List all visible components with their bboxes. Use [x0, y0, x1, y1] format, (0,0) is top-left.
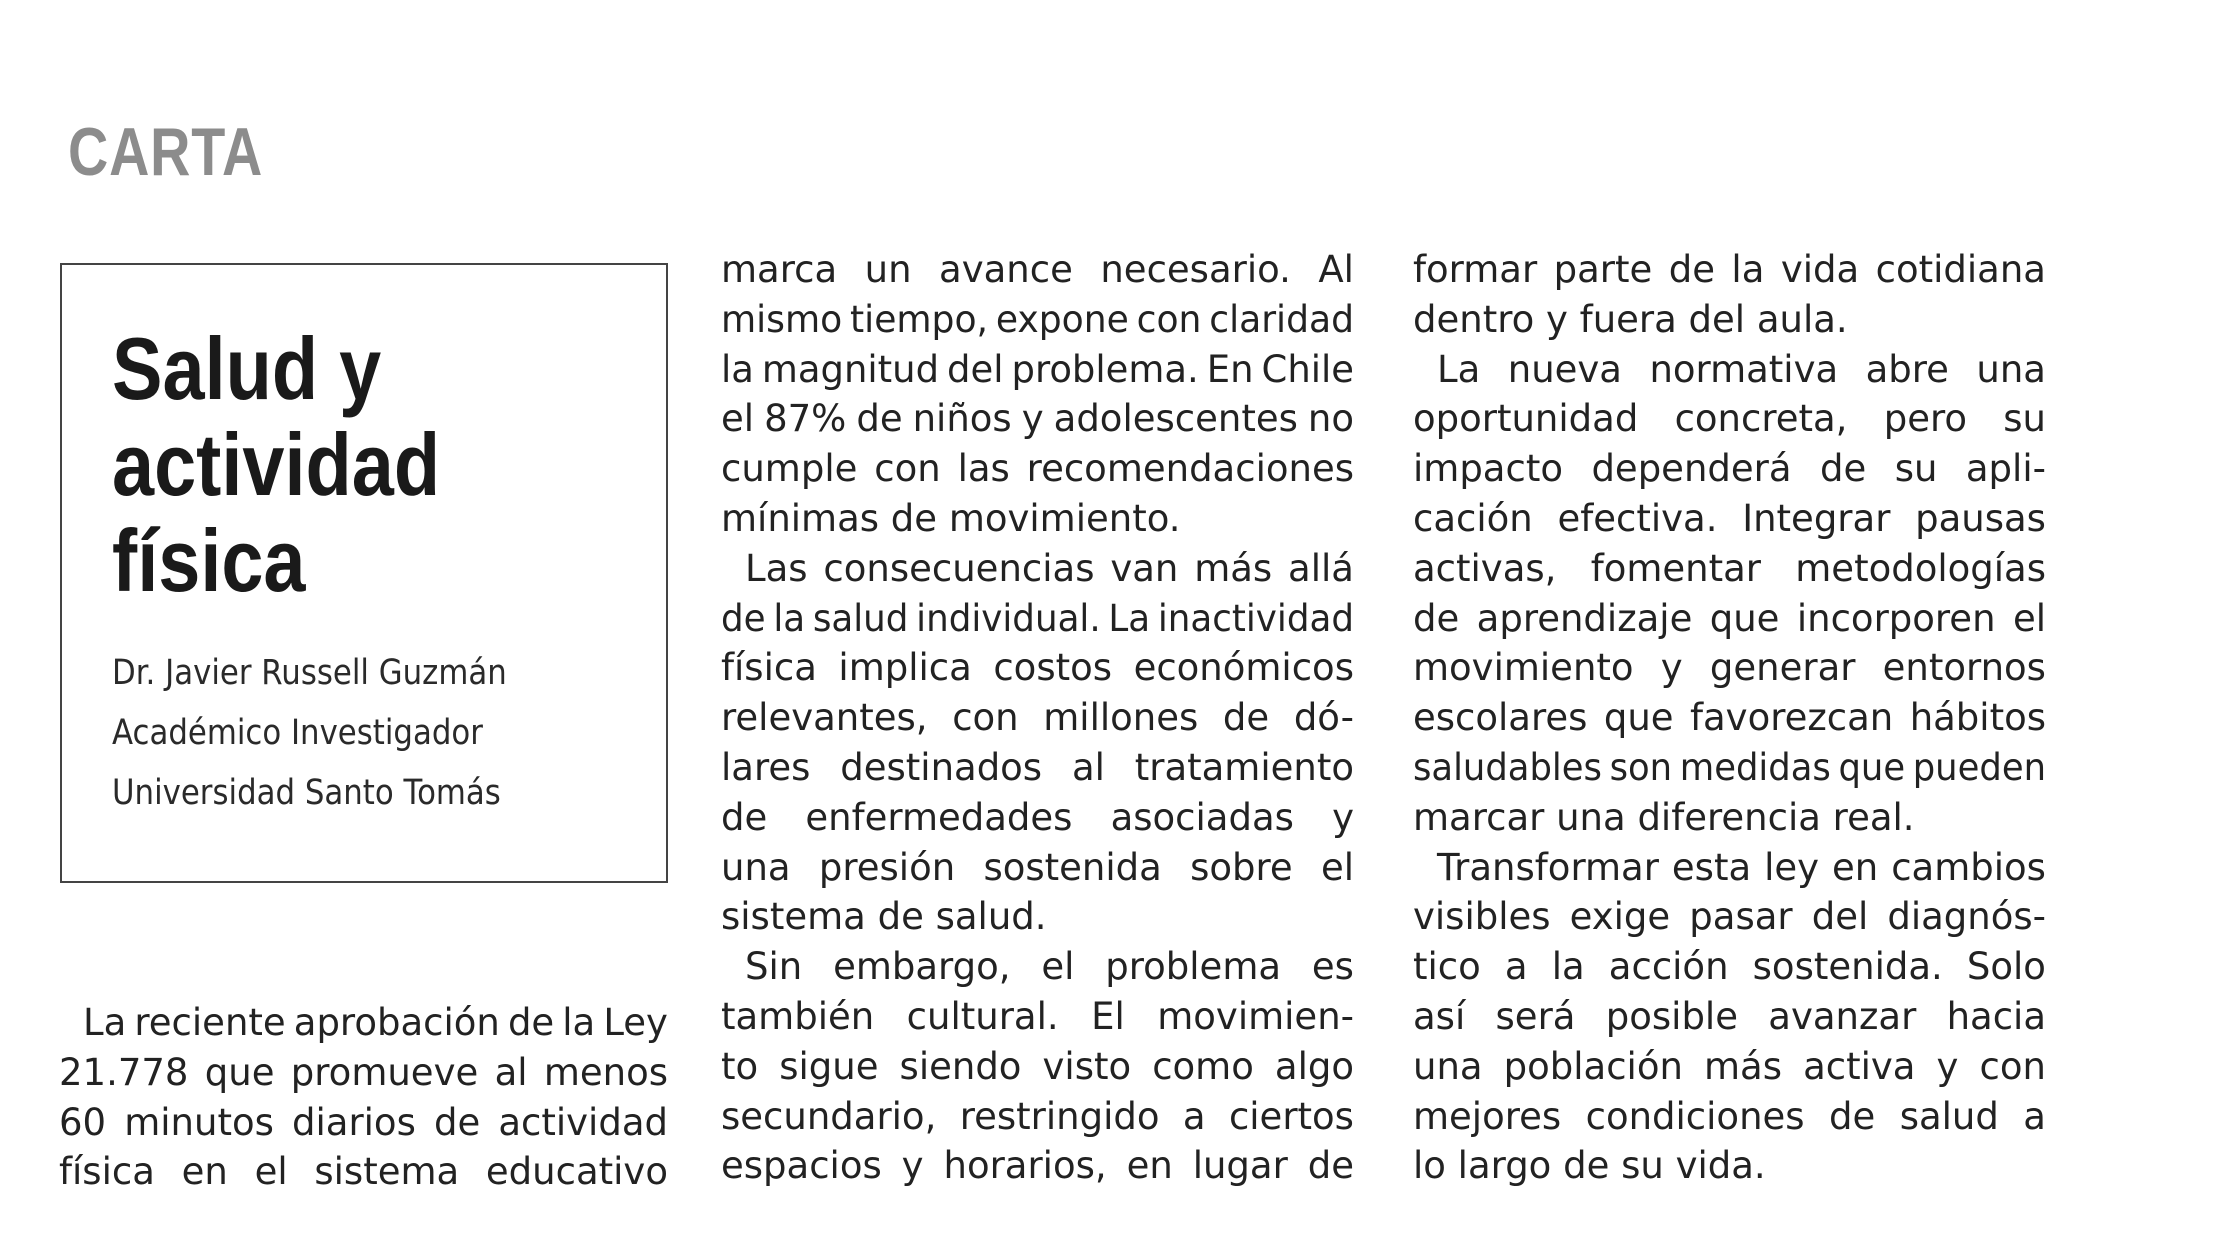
- text-line: así será posible avanzar hacia: [1413, 994, 2046, 1038]
- text-line: Transformar esta ley en cambios: [1437, 845, 2046, 889]
- text-line: saludables son medidas que pueden: [1413, 745, 2046, 789]
- text-line: una presión sostenida sobre el: [721, 845, 1354, 889]
- headline-line: Salud y: [112, 319, 382, 418]
- text-line: el 87% de niños y adolescentes no: [721, 397, 1354, 441]
- text-line: to sigue siendo visto como algo: [721, 1044, 1354, 1088]
- article-column-1: [59, 998, 668, 1197]
- headline-line: física: [112, 511, 306, 610]
- text-line: Sin embargo, el problema es: [745, 945, 1354, 989]
- text-line: marcar una diferencia real.: [1413, 795, 1915, 839]
- text-line: de la salud individual. La inactividad: [721, 596, 1354, 640]
- author-role: Académico Investigador: [112, 713, 483, 753]
- text-line: La nueva normativa abre una: [1437, 347, 2046, 391]
- section-label: CARTA: [68, 114, 264, 190]
- author-name: Dr. Javier Russell Guzmán: [112, 653, 507, 693]
- text-line: oportunidad concreta, pero su: [1413, 397, 2046, 441]
- text-line: también cultural. El movimien-: [721, 994, 1354, 1038]
- article-column-3: [1413, 245, 2046, 1191]
- text-line: espacios y horarios, en lugar de: [721, 1144, 1354, 1188]
- text-line: cumple con las recomendaciones: [721, 447, 1354, 491]
- text-line: lares destinados al tratamiento: [721, 745, 1354, 789]
- text-line: una población más activa y con: [1413, 1044, 2046, 1088]
- text-line: de enfermedades asociadas y: [721, 795, 1354, 839]
- text-line: la magnitud del problema. En Chile: [721, 347, 1354, 391]
- text-line: relevantes, con millones de dó-: [721, 696, 1354, 740]
- text-line: 60 minutos diarios de actividad: [59, 1100, 668, 1144]
- byline: [112, 643, 507, 823]
- article-column-2: [721, 245, 1354, 1191]
- text-line: marca un avance necesario. Al: [721, 248, 1354, 291]
- headline-line: actividad: [112, 415, 441, 514]
- text-line: visibles exige pasar del diagnós-: [1413, 895, 2046, 939]
- text-line: mejores condiciones de salud a: [1413, 1094, 2046, 1138]
- text-line: lo largo de su vida.: [1413, 1144, 1766, 1188]
- text-line: Las consecuencias van más allá: [745, 546, 1354, 590]
- text-line: física implica costos económicos: [721, 646, 1354, 690]
- text-line: sistema de salud.: [721, 895, 1047, 939]
- text-line: activas, fomentar metodologías: [1413, 546, 2046, 590]
- text-line: La reciente aprobación de la Ley: [83, 1001, 668, 1044]
- text-line: escolares que favorezcan hábitos: [1413, 696, 2046, 740]
- text-line: movimiento y generar entornos: [1413, 646, 2046, 690]
- text-line: 21.778 que promueve al menos: [59, 1050, 668, 1094]
- headline: [112, 321, 594, 609]
- text-line: mínimas de movimiento.: [721, 496, 1181, 540]
- text-line: secundario, restringido a ciertos: [721, 1094, 1354, 1138]
- text-line: formar parte de la vida cotidiana: [1413, 248, 2046, 291]
- title-box: [60, 263, 668, 883]
- text-line: tico a la acción sostenida. Solo: [1413, 945, 2046, 989]
- text-line: mismo tiempo, expone con claridad: [721, 297, 1354, 341]
- text-line: cación efectiva. Integrar pausas: [1413, 496, 2046, 540]
- text-line: dentro y fuera del aula.: [1413, 297, 1848, 341]
- text-line: de aprendizaje que incorporen el: [1413, 596, 2046, 640]
- author-institution: Universidad Santo Tomás: [112, 773, 501, 813]
- text-line: física en el sistema educativo: [59, 1150, 668, 1194]
- text-line: impacto dependerá de su apli-: [1413, 447, 2046, 491]
